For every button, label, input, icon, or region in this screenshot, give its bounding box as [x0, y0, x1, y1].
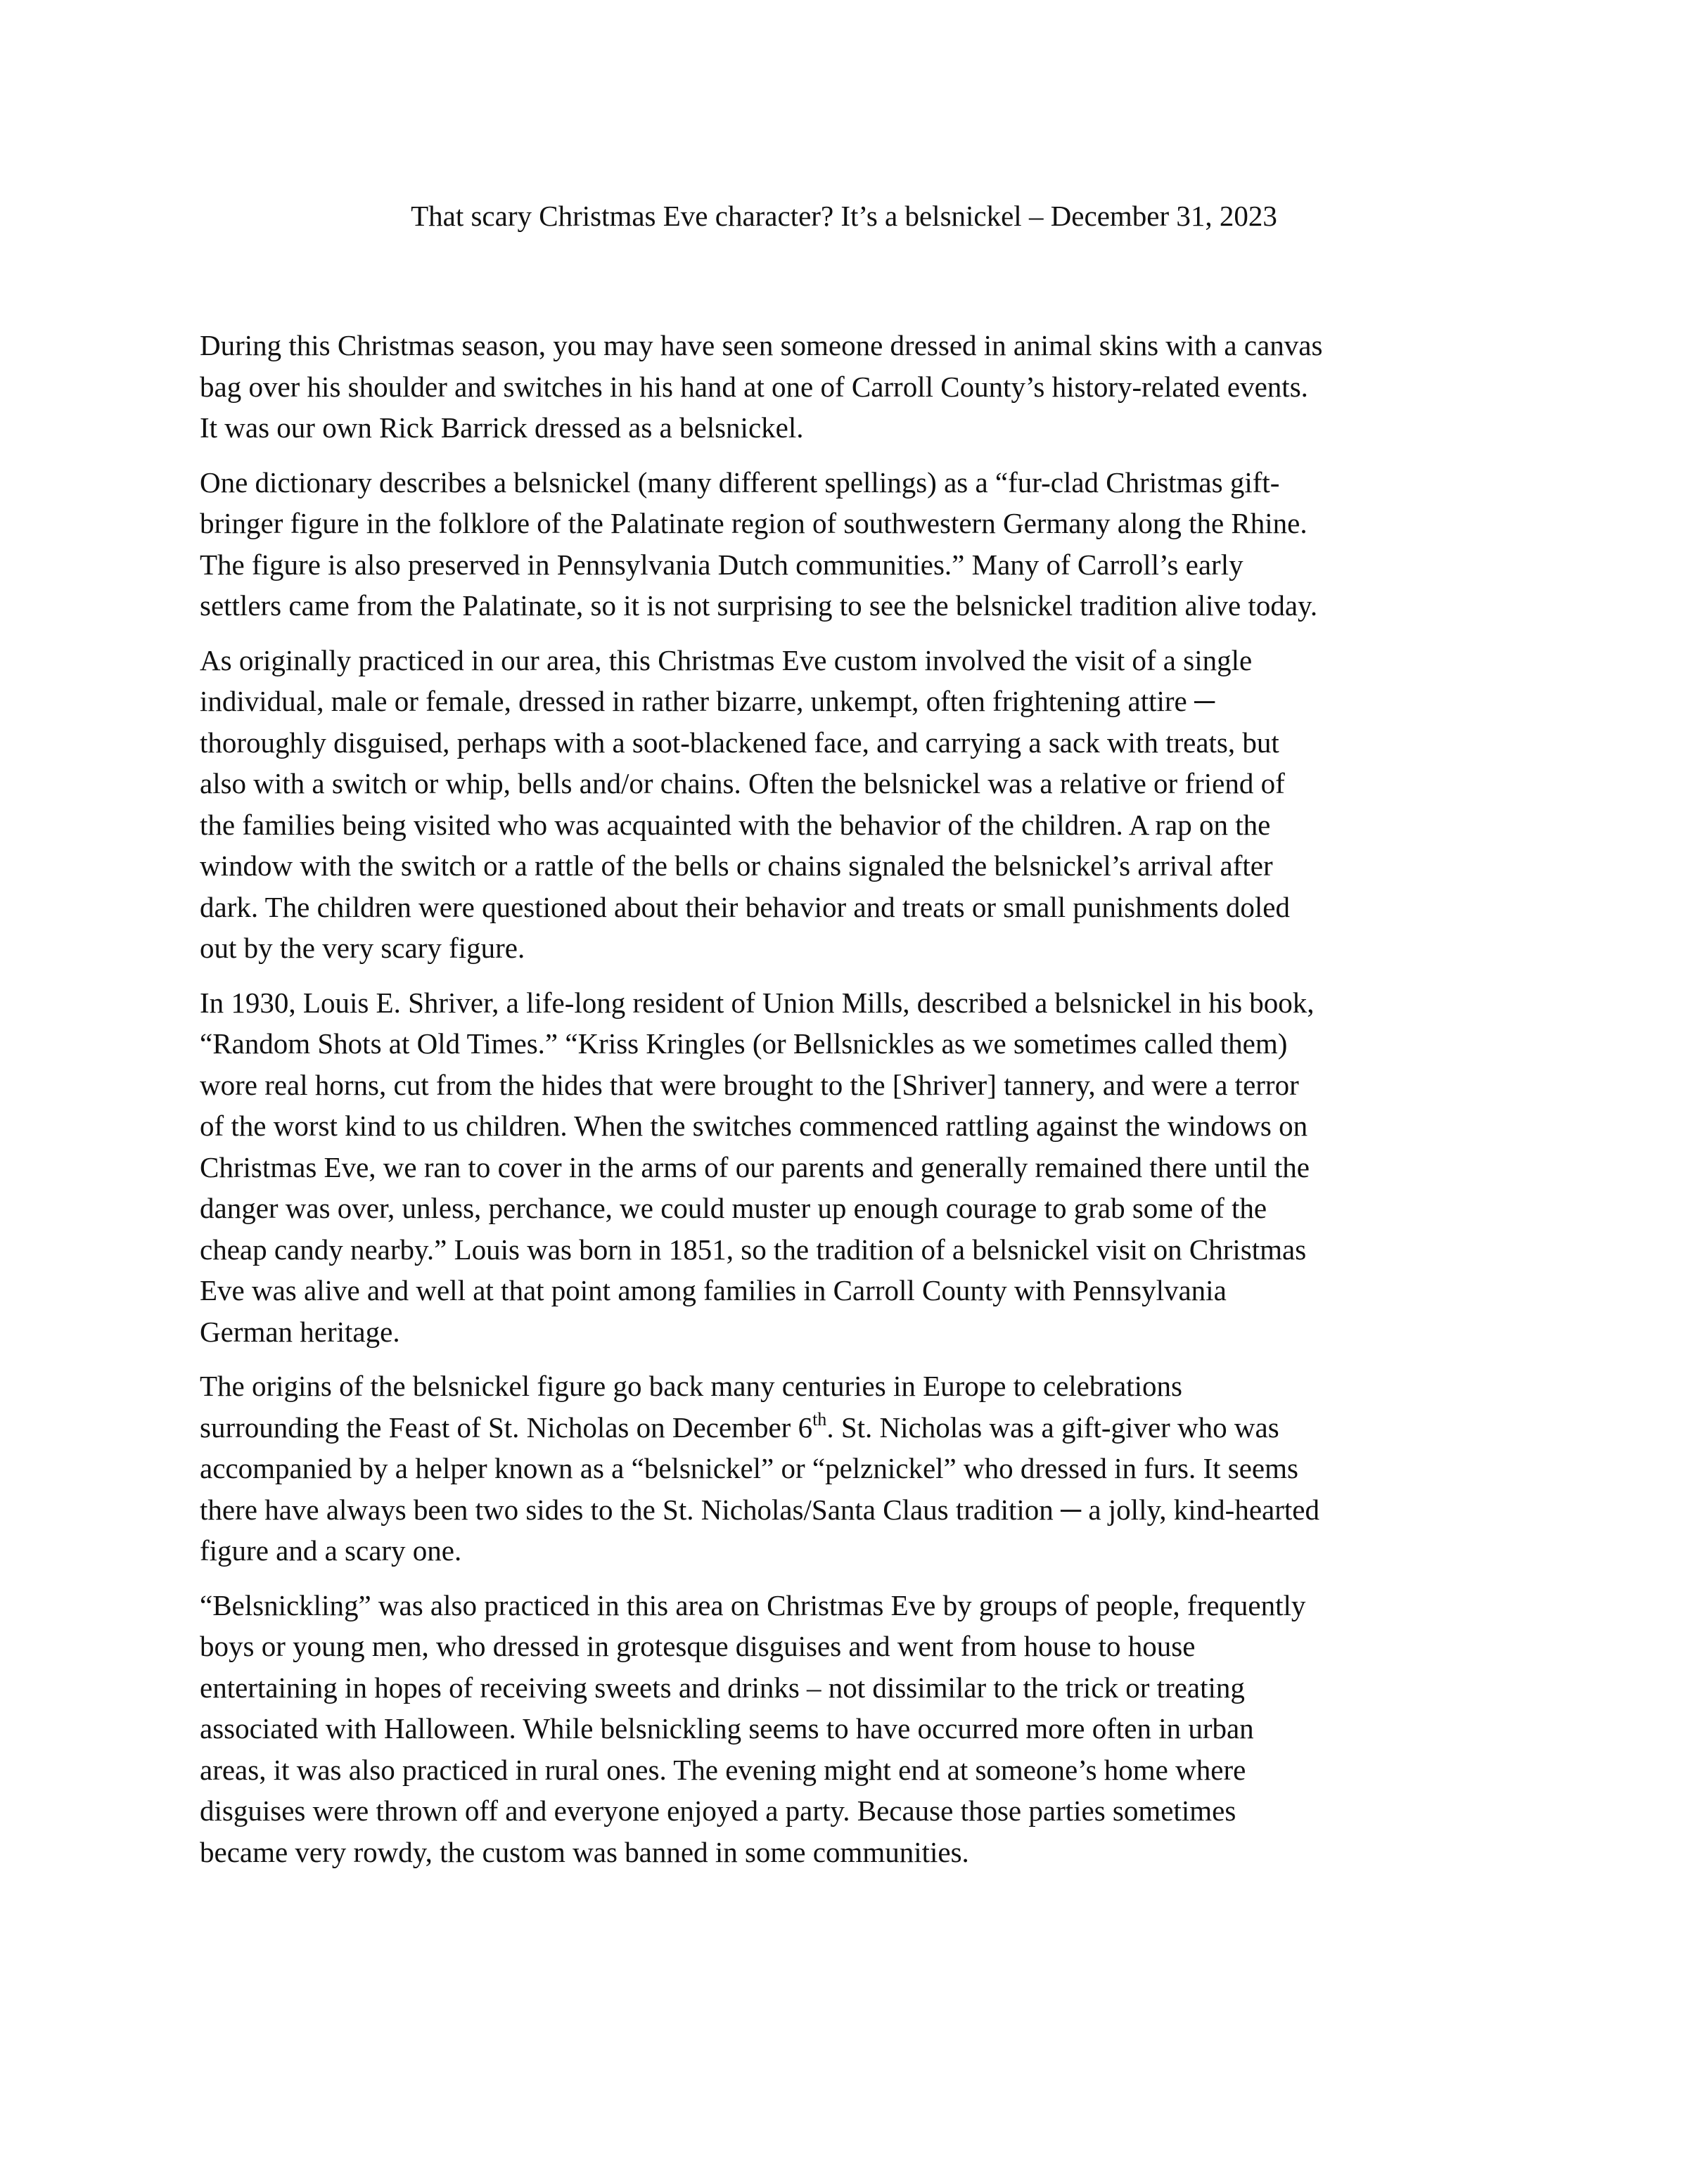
text-line: As originally practiced in our area, this Christmas Eve custom involved the visit of a single [200, 643, 1253, 676]
text-line: disguises were thrown off and everyone enjoyed a party. Because those parties sometimes [200, 1794, 1236, 1827]
text-line: In 1930, Louis E. Shriver, a life-long resident of Union Mills, described a belsnickel in his book, [200, 986, 1315, 1019]
text-line: “Random Shots at Old Times.” “Kriss Kringles (or Bellsnickles as we sometimes called them) [200, 1027, 1288, 1060]
text-line: figure and a scary one. [200, 1534, 462, 1567]
text-segment: . St. Nicholas was a gift-giver who was [826, 1411, 1279, 1444]
text-line: cheap candy nearby.” Louis was born in 1851, so the tradition of a belsnickel visit on Christmas [200, 1233, 1307, 1266]
text-line: individual, male or female, dressed in rather bizarre, unkempt, often frightening attire ─ [200, 685, 1215, 717]
text-line: One dictionary describes a belsnickel (many different spellings) as a “fur-clad Christmas gift- [200, 465, 1280, 499]
text-line: It was our own Rick Barrick dressed as a belsnickel. [200, 411, 804, 444]
text-line: associated with Halloween. While belsnickling seems to have occurred more often in urban [200, 1712, 1254, 1745]
text-line: became very rowdy, the custom was banned in some communities. [200, 1835, 969, 1868]
text-line: danger was over, unless, perchance, we could muster up enough courage to grab some of the [200, 1192, 1267, 1224]
text-line: areas, it was also practiced in rural ones. The evening might end at someone’s home where [200, 1753, 1246, 1786]
ordinal-suffix: th [812, 1408, 827, 1430]
text-line: there have always been two sides to the St. Nicholas/Santa Claus tradition ─ a jolly, kind-hearted [200, 1493, 1319, 1526]
text-line: settlers came from the Palatinate, so it is not surprising to see the belsnickel tradition alive today. [200, 589, 1318, 622]
paragraph-5 [200, 1366, 1519, 1572]
text-line [200, 1407, 1519, 1448]
paragraph-1 [200, 325, 1519, 449]
article-title: That scary Christmas Eve character? It’s a belsnickel – December 31, 2023 [411, 200, 1277, 232]
text-line: out by the very scary figure. [200, 932, 525, 964]
paragraph-3 [200, 640, 1519, 969]
text-segment: surrounding the Feast of St. Nicholas on December 6 [200, 1411, 813, 1444]
paragraph-4 [200, 982, 1519, 1353]
text-line: thoroughly disguised, perhaps with a soot-blackened face, and carrying a sack with treats, but [200, 726, 1279, 759]
text-line: window with the switch or a rattle of the bells or chains signaled the belsnickel’s arrival after [200, 849, 1273, 882]
article-body [200, 325, 1519, 1886]
text-line: The origins of the belsnickel figure go back many centuries in Europe to celebrations [200, 1370, 1182, 1402]
text-line: German heritage. [200, 1315, 400, 1348]
text-line: wore real horns, cut from the hides that were brought to the [Shriver] tannery, and were a terror [200, 1068, 1299, 1101]
text-line: During this Christmas season, you may have seen someone dressed in animal skins with a canvas [200, 329, 1323, 361]
text-line: of the worst kind to us children. When the switches commenced rattling against the windows on [200, 1110, 1308, 1142]
text-line: also with a switch or whip, bells and/or chains. Often the belsnickel was a relative or friend of [200, 767, 1285, 799]
text-line: the families being visited who was acquainted with the behavior of the children. A rap on the [200, 808, 1271, 841]
text-line: Christmas Eve, we ran to cover in the arms of our parents and generally remained there until the [200, 1150, 1310, 1183]
paragraph-2 [200, 462, 1519, 627]
text-line: Eve was alive and well at that point among families in Carroll County with Pennsylvania [200, 1274, 1227, 1306]
text-line: dark. The children were questioned about their behavior and treats or small punishments doled [200, 890, 1290, 923]
text-line: The figure is also preserved in Pennsylvania Dutch communities.” Many of Carroll’s early [200, 548, 1243, 581]
text-line: bag over his shoulder and switches in his hand at one of Carroll County’s history-related events. [200, 370, 1308, 403]
text-line: accompanied by a helper known as a “belsnickel” or “pelznickel” who dressed in furs. It seems [200, 1452, 1298, 1484]
text-line: boys or young men, who dressed in grotesque disguises and went from house to house [200, 1630, 1196, 1662]
paragraph-6 [200, 1585, 1519, 1873]
text-line: bringer figure in the folklore of the Palatinate region of southwestern Germany along the Rhine. [200, 507, 1307, 539]
text-line: “Belsnickling” was also practiced in this area on Christmas Eve by groups of people, frequently [200, 1588, 1306, 1621]
text-line: entertaining in hopes of receiving sweets and drinks – not dissimilar to the trick or treating [200, 1671, 1245, 1704]
